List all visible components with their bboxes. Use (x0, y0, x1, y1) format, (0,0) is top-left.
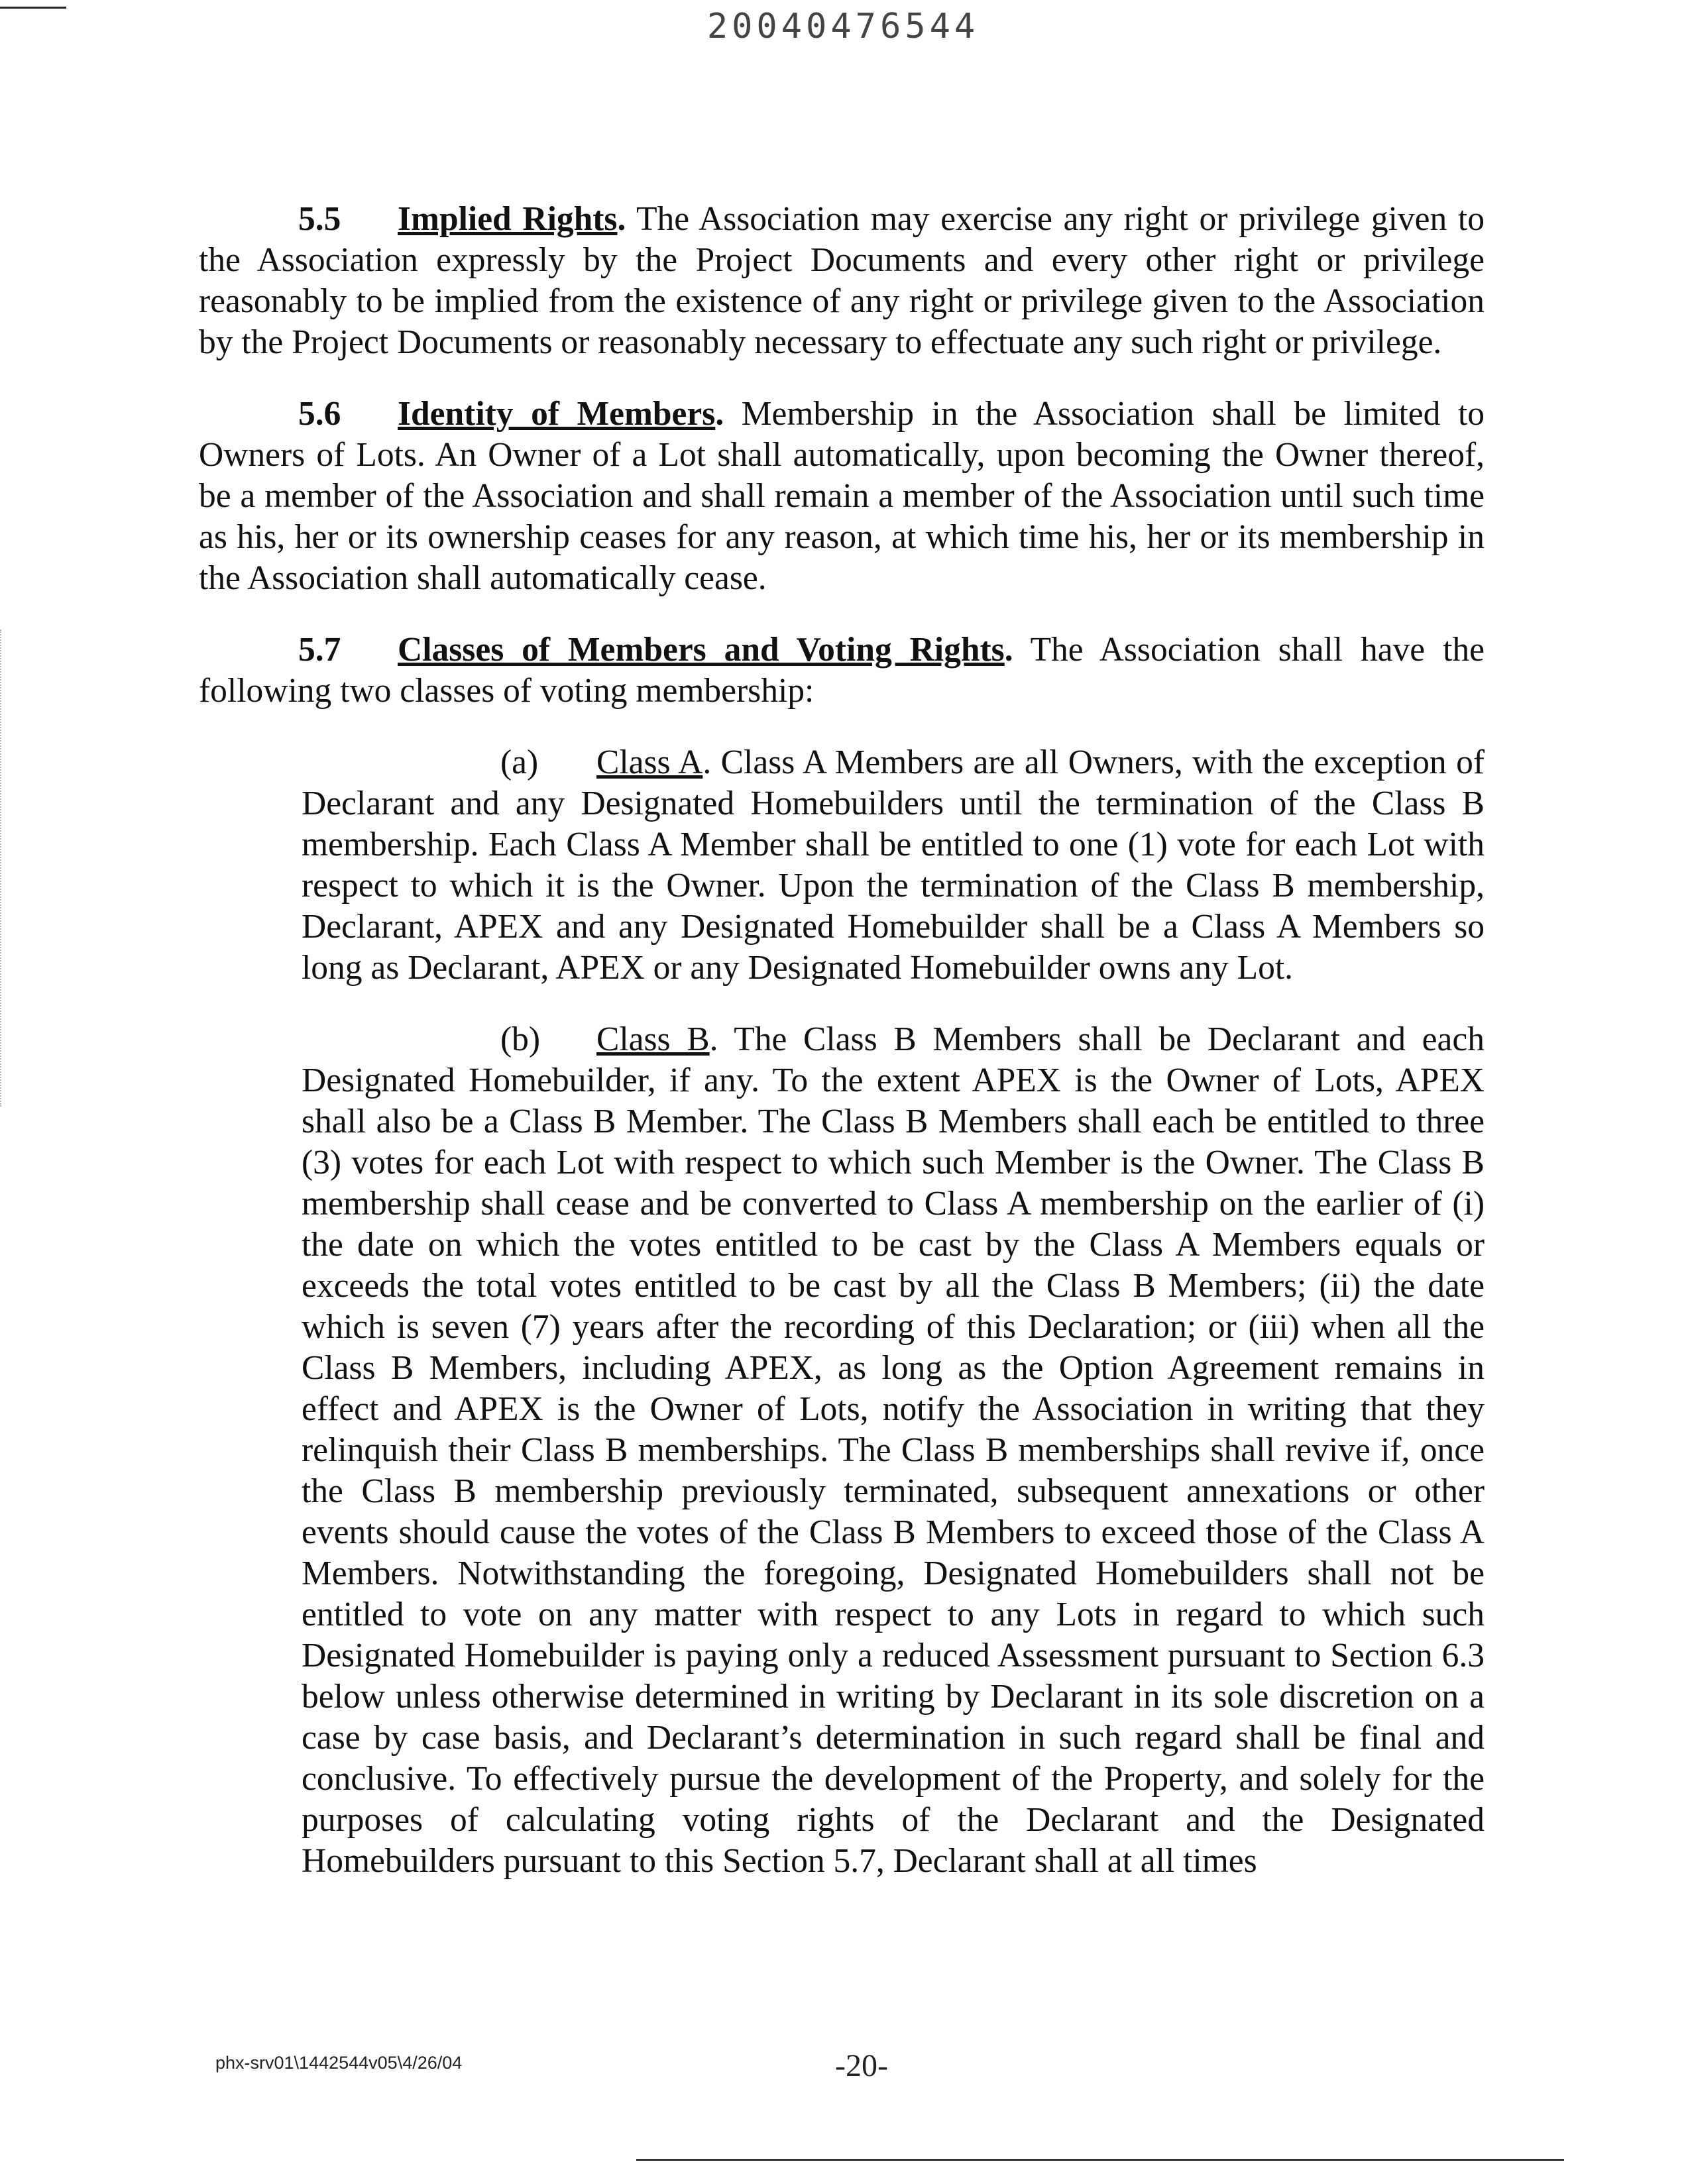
bottom-edge-rule (636, 2159, 1564, 2161)
subsection-class-b (302, 1019, 1485, 1882)
subsection-label: (b) (500, 1020, 541, 1058)
section-text: The Association shall have the following two classes of voting membership: (199, 631, 1485, 710)
subsection-text: Class A Members are all Owners, with the exception of Declarant and any Designated Homebuilders until the termination of the Class B membership. Each Class A Member shall be entitled to one (1) vote for each Lot with respect to which it is the Owner. Upon the termination of the Class B membership, Declarant, APEX and any Designated Homebuilder shall be a Class A Members so long as Declarant, APEX or any Designated Homebuilder owns any Lot. (302, 743, 1485, 987)
section-heading: Implied Rights (398, 200, 618, 238)
footer-page-number: -20- (835, 2048, 888, 2083)
document-number: 20040476544 (706, 7, 980, 46)
heading-suffix: . (1004, 631, 1013, 669)
subsection-text: The Class B Members shall be Declarant and each Designated Homebuilder, if any. To the extent APEX is the Owner of Lots, APEX shall also be a Class B Member. The Class B Members shall each be entitled to three (3) votes for each Lot with respect to which such Member is the Owner. The Class B membership shall cease and be converted to Class A membership on the earlier of (i) the date on which the votes entitled to be cast by the Class A Members equals or exceeds the total votes entitled to be cast by all the Class B Members; (ii) the date which is seven (7) years after the recording of this Declaration; or (iii) when all the Class B Members, including APEX, as long as the Option Agreement remains in effect and APEX is the Owner of Lots, notify the Association in writing that they relinquish their Class B memberships. The Class B memberships shall revive if, once the Class B membership previously terminated, subsequent annexations or other events should cause the votes of the Class B Members to exceed those of the Class A Members. Notwithstanding the foregoing, Designated Homebuilders shall not be entitled to vote on any matter with respect to any Lots in regard to which such Designated Homebuilder is paying only a reduced Assessment pursuant to Section 6.3 below unless otherwise determined in writing by Declarant in its sole discretion on a case by case basis, and Declarant’s determination in such regard shall be final and conclusive. To effectively pursue the development of the Property, and solely for the purposes of calculating voting rights of the Declarant and the Designated Homebuilders pursuant to this Section 5.7, Declarant shall at all times (302, 1020, 1485, 1880)
heading-suffix: . (617, 200, 626, 238)
subsection-label: (a) (500, 743, 539, 781)
subsection-title-suffix: . (702, 743, 712, 781)
section-text: The Association may exercise any right or privilege given to the Association expressly by the Project Documents and every other right or privilege reasonably to be implied from the existence of any right or privilege given to the Association by the Project Documents or reasonably necessary to effectuate any such right or privilege. (199, 200, 1485, 361)
section-number: 5.7 (298, 631, 341, 669)
section-5-5 (199, 199, 1485, 363)
heading-suffix: . (715, 395, 724, 433)
subsection-title: Class B (596, 1020, 710, 1058)
section-text: Membership in the Association shall be limited to Owners of Lots. An Owner of a Lot shall automatically, upon becoming the Owner thereof, be a member of the Association and shall remain a member of the Association until such time as his, her or its ownership ceases for any reason, at which time his, her or its membership in the Association shall automatically cease. (199, 395, 1485, 597)
page-body (199, 199, 1485, 1912)
section-5-7 (199, 629, 1485, 712)
subsection-title: Class A (596, 743, 703, 781)
section-number: 5.6 (298, 395, 341, 433)
section-5-6 (199, 394, 1485, 599)
section-number: 5.5 (298, 200, 341, 238)
footer-document-id: phx-srv01\1442544v05\4/26/04 (215, 2053, 463, 2073)
section-heading: Classes of Members and Voting Rights (398, 631, 1005, 669)
subsection-title-suffix: . (709, 1020, 718, 1058)
margin-scan-marks (0, 629, 7, 1107)
subsection-class-a (302, 742, 1485, 989)
section-heading: Identity of Members (398, 395, 716, 433)
